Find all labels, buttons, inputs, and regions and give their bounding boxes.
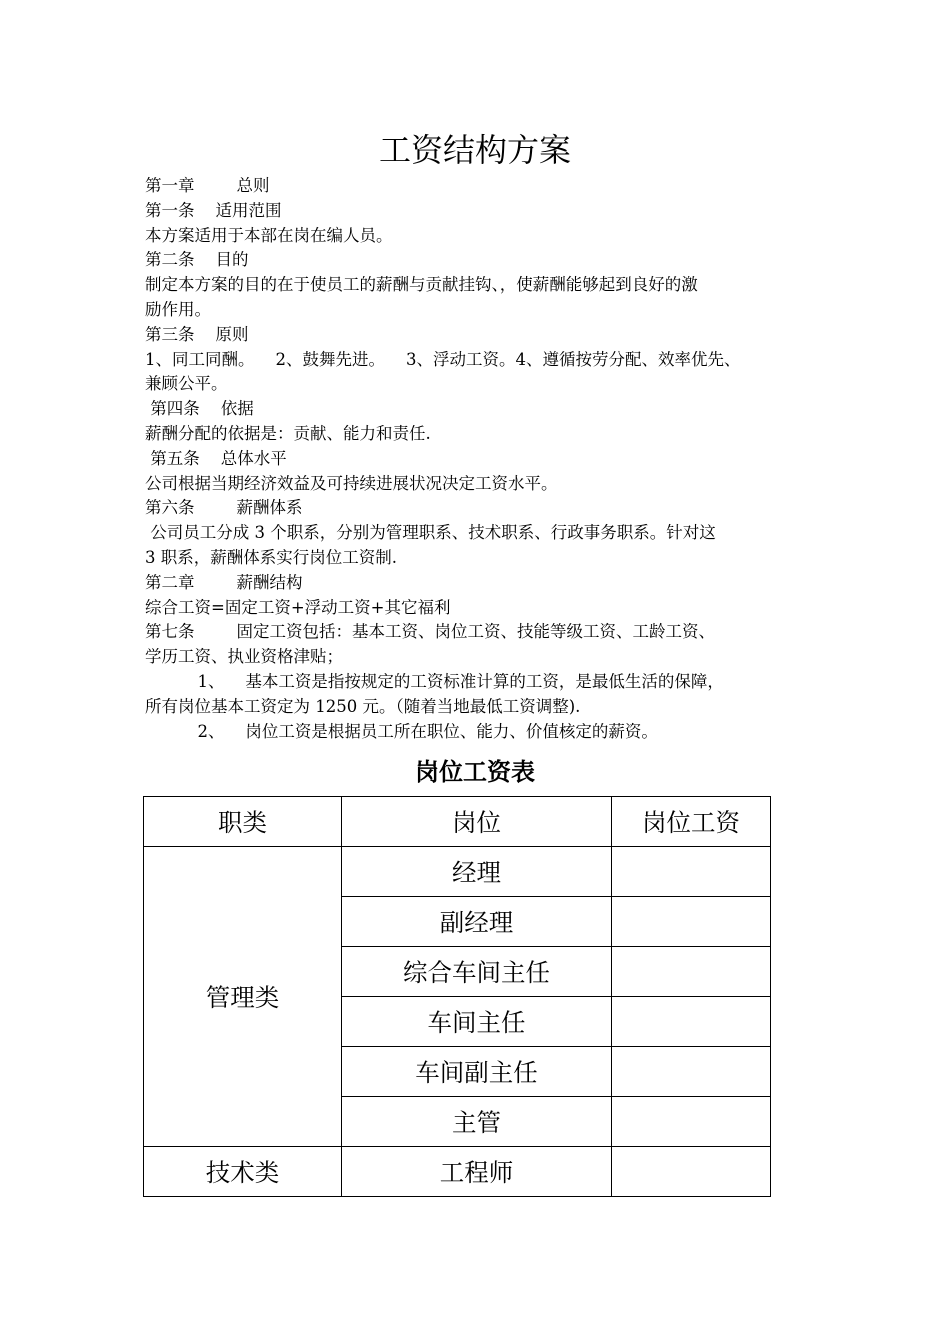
article-heading: 第二条 目的 bbox=[145, 250, 249, 270]
document-body bbox=[145, 174, 835, 744]
paragraph-line: 1、同工同酬。 2、鼓舞先进。 3、浮动工资。4、遵循按劳分配、效率优先、 bbox=[145, 349, 741, 369]
article-heading: 第四条 依据 bbox=[145, 399, 254, 419]
salary-cell bbox=[612, 997, 771, 1047]
table-row bbox=[144, 847, 771, 897]
position-cell: 经理 bbox=[342, 847, 612, 897]
category-cell: 管理类 bbox=[144, 847, 342, 1147]
header-cell-salary: 岗位工资 bbox=[612, 797, 771, 847]
paragraph-line: 公司员工分成 3 个职系，分别为管理职系、技术职系、行政事务职系。针对这 bbox=[145, 523, 716, 543]
salary-cell bbox=[612, 1047, 771, 1097]
article-heading: 第五条 总体水平 bbox=[145, 448, 287, 468]
position-cell: 车间副主任 bbox=[342, 1047, 612, 1097]
position-cell: 工程师 bbox=[342, 1147, 612, 1197]
chapter-heading: 第二章 薪酬结构 bbox=[145, 572, 303, 592]
paragraph-line: 励作用。 bbox=[145, 299, 211, 319]
salary-cell bbox=[612, 1147, 771, 1197]
list-item: 1、 基本工资是指按规定的工资标准计算的工资，是最低生活的保障， bbox=[145, 671, 724, 691]
chapter-heading: 第一章 总则 bbox=[145, 176, 270, 195]
paragraph-line: 学历工资、执业资格津贴； bbox=[145, 647, 343, 667]
table-header-row bbox=[144, 797, 771, 847]
document-title: 工资结构方案 bbox=[378, 131, 571, 169]
paragraph-line: 所有岗位基本工资定为 1250 元。（随着当地最低工资调整). bbox=[145, 696, 581, 716]
salary-table bbox=[143, 796, 771, 1197]
article-heading: 第七条 固定工资包括：基本工资、岗位工资、技能等级工资、工龄工资、 bbox=[145, 622, 715, 642]
header-cell-position: 岗位 bbox=[342, 797, 612, 847]
header-cell-category: 职类 bbox=[144, 797, 342, 847]
paragraph-line: 公司根据当期经济效益及可持续进展状况决定工资水平。 bbox=[145, 473, 558, 493]
position-cell: 主管 bbox=[342, 1097, 612, 1147]
table-title: 岗位工资表 bbox=[415, 758, 535, 786]
paragraph-line: 综合工资=固定工资+浮动工资+其它福利 bbox=[145, 597, 451, 617]
salary-cell bbox=[612, 897, 771, 947]
paragraph-line: 制定本方案的目的在于使员工的薪酬与贡献挂钩、，使薪酬能够起到良好的激 bbox=[145, 275, 698, 295]
position-cell: 副经理 bbox=[342, 897, 612, 947]
paragraph-line: 薪酬分配的依据是：贡献、能力和责任. bbox=[145, 423, 431, 443]
salary-cell bbox=[612, 847, 771, 897]
article-heading: 第六条 薪酬体系 bbox=[145, 498, 303, 518]
salary-cell bbox=[612, 947, 771, 997]
category-cell: 技术类 bbox=[144, 1147, 342, 1197]
paragraph-line: 3 职系，薪酬体系实行岗位工资制. bbox=[145, 547, 397, 567]
list-item: 2、 岗位工资是根据员工所在职位、能力、价值核定的薪资。 bbox=[145, 721, 658, 741]
table-row bbox=[144, 1147, 771, 1197]
position-cell: 综合车间主任 bbox=[342, 947, 612, 997]
article-heading: 第三条 原则 bbox=[145, 324, 249, 344]
paragraph-line: 本方案适用于本部在岗在编人员。 bbox=[145, 225, 393, 245]
salary-cell bbox=[612, 1097, 771, 1147]
article-heading: 第一条 适用范围 bbox=[145, 200, 282, 220]
paragraph-line: 兼顾公平。 bbox=[145, 374, 228, 394]
position-cell: 车间主任 bbox=[342, 997, 612, 1047]
